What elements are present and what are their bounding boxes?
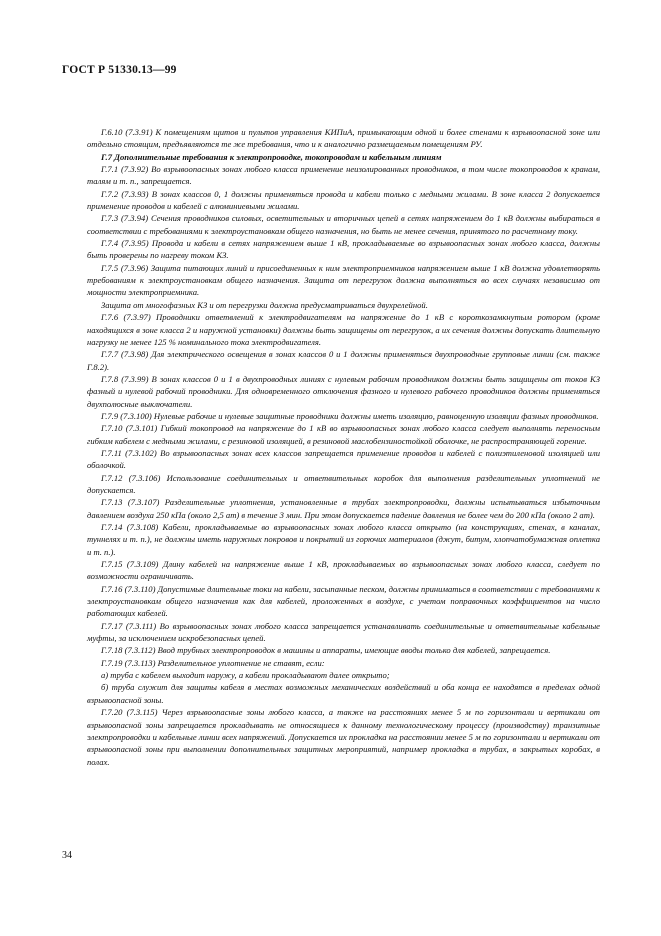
paragraph-g-7-7: Г.7.7 (7.3.98) Для электрического освещения в зонах классов 0 и 1 должны применяться двухпроводные групповые линии (см. также Г.8.2). xyxy=(87,349,600,372)
list-item-a: а) труба с кабелем выходит наружу, а кабели прокладывают далее открыто; xyxy=(101,670,390,681)
paragraph-g-7-6: Г.7.6 (7.3.97) Проводники ответвлений к электродвигателям на напряжение до 1 кВ с короткозамкнутым ротором (кроме находящихся в зоне класса 2 и наружной установки) должны быть защищены от перегрузок, а их сечения должны допускать длительную нагрузку не менее 125 % номинального тока электродвигателя. xyxy=(87,312,600,347)
paragraph-g-7-3: Г.7.3 (7.3.94) Сечения проводников силовых, осветительных и вторичных цепей в сетях напряжением до 1 кВ должны выбираться в соответствии с требованиями к электроустановкам общего назначения, но быть не менее сечения, принятого по расчетному току. xyxy=(87,213,600,236)
paragraph-g-7-14: Г.7.14 (7.3.108) Кабели, прокладываемые во взрывоопасных зонах любого класса открыто (на конструкциях, стенах, в каналах, туннелях и т. п.), не должны иметь наружных покровов и покрытий из горючих материалов (джут, битум, хлопчатобумажная оплетка и т. п.). xyxy=(87,522,600,557)
page-number: 34 xyxy=(62,850,72,861)
paragraph-g-7-13: Г.7.13 (7.3.107) Разделительные уплотнения, установленные в трубах электропроводки, должны испытываться избыточным давлением воздуха 250 кПа (около 2,5 ат) в течение 3 мин. При этом допускается падение давления не более чем до 200 кПа (около 2 ат). xyxy=(87,497,600,520)
paragraph-g-7-4: Г.7.4 (7.3.95) Провода и кабели в сетях напряжением выше 1 кВ, прокладываемые во взрывоопасных зонах любого класса, должны быть проверены по нагреву током КЗ. xyxy=(87,238,600,261)
paragraph-g-7-19: Г.7.19 (7.3.113) Разделительное уплотнение не ставят, если: xyxy=(101,657,325,668)
section-heading-g-7: Г.7 Дополнительные требования к электропроводке, токопроводам и кабельным линиям xyxy=(101,151,442,162)
paragraph-g-7-5: Г.7.5 (7.3.96) Защита питающих линий и присоединенных к ним электроприемников напряжением выше 1 кВ должна удовлетворять требованиям к электроустановкам общего назначения. Защита от перегрузок должна выполняться во всех случаях независимо от мощности электроприемника. xyxy=(87,262,600,298)
paragraph-g-7-8: Г.7.8 (7.3.99) В зонах классов 0 и 1 в двухпроводных линиях с нулевым рабочим проводником должны быть защищены от токов КЗ фазный и нулевой рабочий проводники. Для одновременного отключения фазного и нулевого рабочего проводников должны применяться двухполюсные выключатели. xyxy=(87,373,600,409)
paragraph-g-7-18: Г.7.18 (7.3.112) Ввод трубных электропроводок в машины и аппараты, имеющие вводы только для кабелей, запрещается. xyxy=(101,645,551,656)
paragraph-g-7-20: Г.7.20 (7.3.115) Через взрывоопасные зоны любого класса, а также на расстояниях менее 5 м по горизонтали и вертикали от взрывоопасной зоны запрещается прокладывать не относящиеся к данному технологическому процессу (производству) транзитные электропроводки и кабельные линии всех напряжений. Допускается их прокладка на расстоянии менее 5 м по горизонтали и вертикали от взрывоопасной зоны при выполнении дополнительных защитных мероприятий, например прокладка в трубах, в закрытых коробах, в полах. xyxy=(87,707,600,767)
document-body xyxy=(87,126,600,768)
paragraph-g-7-17: Г.7.17 (7.3.111) Во взрывоопасных зонах любого класса запрещается устанавливать соединительные и ответвительные кабельные муфты, за исключением искробезопасных цепей. xyxy=(87,620,600,644)
document-header: ГОСТ Р 51330.13—99 xyxy=(62,64,177,76)
paragraph-g-7-10: Г.7.10 (7.3.101) Гибкий токопровод на напряжение до 1 кВ во взрывоопасных зонах любого класса следует выполнять переносным гибким кабелем с медными жилами, с резиновой изоляцией, в резиновой маслобензиностойкой оболочке, не распространяющей горение. xyxy=(87,423,600,446)
paragraph-g-7-11: Г.7.11 (7.3.102) Во взрывоопасных зонах всех классов запрещается применение проводов и кабелей с полиэтиленовой изоляцией или оболочкой. xyxy=(87,447,600,471)
paragraph-g-7-16: Г.7.16 (7.3.110) Допустимые длительные токи на кабели, засыпанные песком, должны приниматься в соответствии с требованиями к электроустановкам общего назначения как для кабелей, проложенных в воздухе, с учетом поправочных коэффициентов на число работающих кабелей. xyxy=(87,583,600,619)
paragraph-g-7-12: Г.7.12 (7.3.106) Использование соединительных и ответвительных коробок для выполнения разделительных уплотнений не допускается. xyxy=(87,472,600,495)
list-item-b: б) труба служит для защиты кабеля в местах возможных механических воздействий и оба конца ее находятся в пределах одной взрывоопасной зоны. xyxy=(87,682,600,705)
paragraph-g-7-9: Г.7.9 (7.3.100) Нулевые рабочие и нулевые защитные проводники должны иметь изоляцию, равноценную изоляции фазных проводников. xyxy=(101,410,599,421)
paragraph-g-6-10: Г.6.10 (7.3.91) К помещениям щитов и пультов управления КИПиА, примыкающим одной и более стенами к взрывоопасной зоне или отдельно стоящим, предъявляются те же требования, что и к аналогично размещаемым помещениям РУ. xyxy=(87,127,600,150)
paragraph-g-7-5-note: Защита от многофазных КЗ и от перегрузки должна предусматриваться двухрелейной. xyxy=(101,299,428,310)
paragraph-g-7-1: Г.7.1 (7.3.92) Во взрывоопасных зонах любого класса применение неизолированных проводников, в том числе токопроводов к кранам, талям и т. п., запрещается. xyxy=(87,164,600,187)
paragraph-g-7-2: Г.7.2 (7.3.93) В зонах классов 0, 1 должны применяться провода и кабели только с медными жилами. В зоне класса 2 допускается применение проводов и кабелей с алюминиевыми жилами. xyxy=(87,188,600,212)
paragraph-g-7-15: Г.7.15 (7.3.109) Длину кабелей на напряжение выше 1 кВ, прокладываемых во взрывоопасных зонах любого класса, следует по возможности ограничивать. xyxy=(87,559,600,582)
